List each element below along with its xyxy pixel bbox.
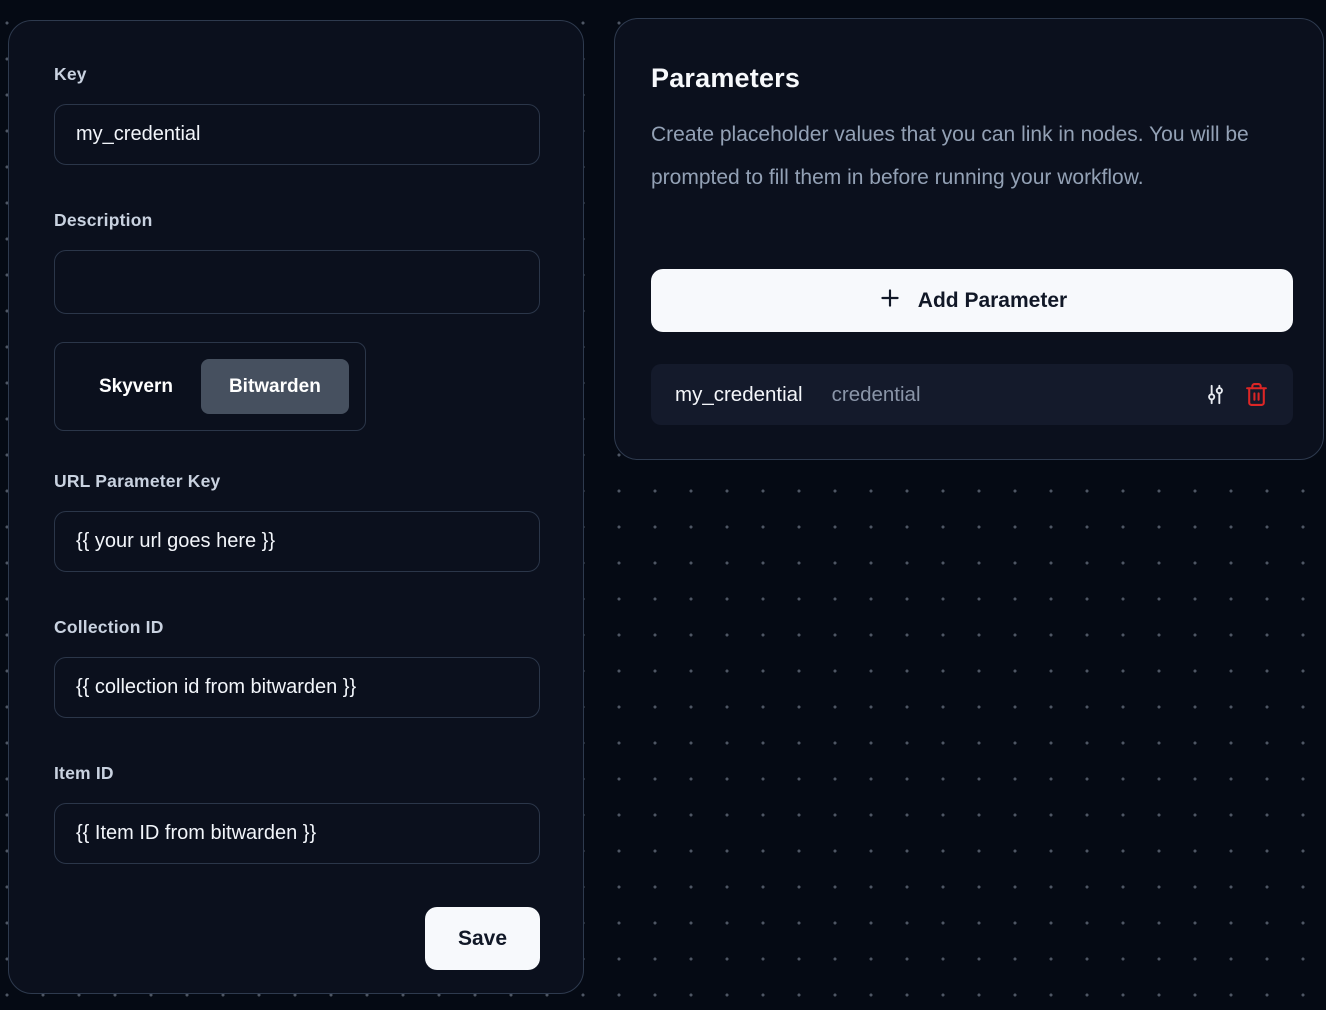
sliders-icon	[1204, 383, 1227, 406]
parameter-row-actions	[1204, 382, 1269, 407]
parameters-description: Create placeholder values that you can link in nodes. You will be prompted to fill them in before running your workflow.	[651, 123, 1249, 189]
collection-id-label: Collection ID	[54, 617, 164, 637]
item-id-field-group	[54, 761, 540, 864]
parameter-row	[651, 364, 1293, 425]
toggle-option-skyvern[interactable]: Skyvern	[71, 359, 201, 414]
collection-id-field-group	[54, 615, 540, 718]
description-field-group	[54, 208, 540, 314]
parameter-key: my_credential	[675, 382, 803, 406]
parameter-type: credential	[831, 382, 921, 406]
delete-parameter-button[interactable]	[1244, 382, 1269, 407]
key-label: Key	[54, 64, 87, 84]
add-parameter-label: Add Parameter	[917, 288, 1068, 312]
parameters-panel	[614, 18, 1324, 460]
edit-parameter-button[interactable]	[1204, 383, 1227, 406]
parameters-title: Parameters	[651, 63, 801, 93]
key-input[interactable]	[54, 104, 540, 165]
item-id-label: Item ID	[54, 763, 114, 783]
url-parameter-key-input[interactable]	[54, 511, 540, 572]
credential-editor-panel	[8, 20, 584, 994]
plus-icon	[877, 285, 903, 317]
item-id-input[interactable]	[54, 803, 540, 864]
description-label: Description	[54, 210, 153, 230]
key-field-group	[54, 62, 540, 165]
credential-source-toggle	[54, 342, 366, 431]
url-parameter-key-label: URL Parameter Key	[54, 471, 221, 491]
description-input[interactable]	[54, 250, 540, 314]
collection-id-input[interactable]	[54, 657, 540, 718]
toggle-option-bitwarden[interactable]: Bitwarden	[201, 359, 349, 414]
url-parameter-key-field-group	[54, 469, 540, 572]
save-button[interactable]: Save	[425, 907, 540, 970]
editor-actions	[54, 907, 540, 970]
add-parameter-button[interactable]	[651, 269, 1293, 332]
trash-icon	[1244, 382, 1269, 407]
